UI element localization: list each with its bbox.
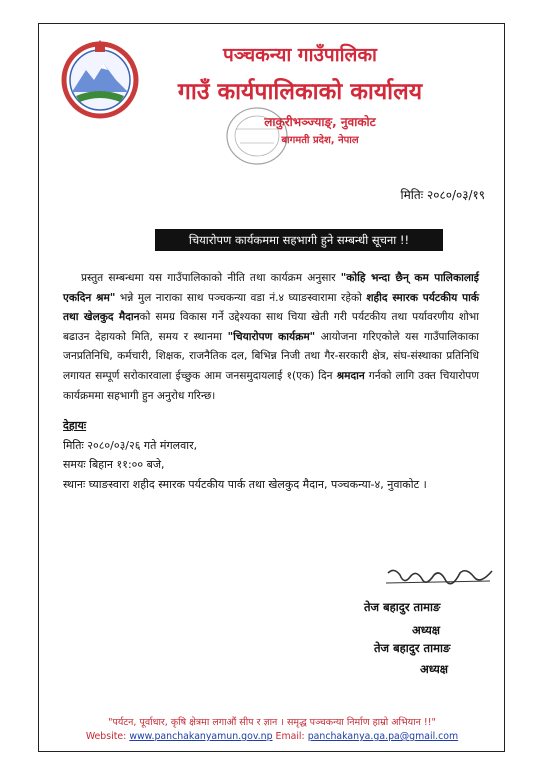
schedule-time: समयः बिहान ११:०० बजे, [63, 458, 165, 471]
body-text-3: को समग्र विकास गर्ने उद्देश्यका साथ चिया खेती गरी पर्यटकीय तथा पर्यावरणीय शोभा बढाउन देहायको मिति, समय र स्थानमा [63, 311, 479, 343]
province-line: बागमती प्रदेश, नेपाल [281, 135, 359, 146]
footer-slogan: "पर्यटन, पूर्वाधार, कृषि क्षेत्रमा लगाऔं सीप र ज्ञान । समृद्ध पञ्चकन्या निर्माण हाम्रो अभियान !!" [108, 717, 436, 728]
municipality-name: पञ्चकन्या गाउँपालिका [223, 44, 377, 66]
signatory-title: अध्यक्ष [412, 623, 441, 637]
body-text-5: गर्नको लागि उक्त चियारोपण कार्यक्रममा सहभागी हुन अनुरोध गरिन्छ। [63, 369, 479, 402]
body-bold-labor: श्रमदान [336, 369, 365, 382]
email-label: Email: [272, 731, 308, 742]
notice-body [63, 269, 479, 406]
body-text-1: प्रस्तुत सम्बन्धमा यस गाउँपालिकाको नीति तथा कार्यक्रम अनुसार [81, 272, 341, 284]
signatory-title-typed: अध्यक्ष [420, 662, 449, 676]
notice-title: चियारोपण कार्यकममा सहभागी हुने सम्बन्धी सूचना !! [155, 229, 443, 251]
signatory-name-typed: तेज बहादुर तामाङ [374, 641, 451, 655]
footer-contact [48, 731, 496, 742]
government-emblem [60, 40, 140, 120]
office-stamp [222, 103, 292, 169]
website-link[interactable]: www.panchakanyamun.gov.np [129, 731, 273, 742]
schedule-heading: देहायः [63, 419, 87, 432]
schedule-place: स्थानः घ्याङस्वारा शहीद स्मारक पर्यटकीय पार्क तथा खेलकुद मैदान, पञ्चकन्या-४, नुवाकोट । [63, 478, 427, 491]
schedule-date: मितिः २०८०/०३/२६ गते मंगलवार, [63, 439, 198, 452]
body-text-4: आयोजना गरिएकोले यस गाउँपालिकाका जनप्रतिनिधि, कर्मचारी, शिक्षक, राजनैतिक दल, बिभिन्न निजी तथा गैर-सरकारी क्षेत्र, संघ-संस्थाका प्रतिनिधि लगायत सम्पूर्ण सरोकारवाला ईच्छुक आम जनसमुदायलाई १(एक) दिन [63, 330, 479, 382]
issue-date: मितिः २०८०/०३/१९ [400, 188, 485, 202]
body-bold-program: "चियारोपण कार्यक्रम" [227, 330, 316, 343]
website-label: Website: [85, 731, 130, 742]
handwritten-signature [380, 563, 500, 597]
office-address: लाकुरीभञ्ज्याङ्, नुवाकोट [264, 115, 376, 129]
signatory-name: तेज बहादुर तामाङ [364, 600, 441, 614]
body-text-2: भन्ने मुल नाराका साथ पञ्चकन्या वडा नं.४ घ्याङस्वारामा रहेको [115, 291, 367, 304]
body-bold-park: शहीद स्मारक पर्यटकीय पार्क तथा खेलकुद मैदान [63, 291, 479, 324]
body-bold-slogan: "कोहि भन्दा छैन् कम पालिकालाई एकदिन श्रम" [63, 272, 479, 304]
office-name: गाउँ कार्यपालिकाको कार्यालय [177, 79, 423, 105]
email-link[interactable]: panchakanya.ga.pa@gmail.com [307, 731, 459, 742]
